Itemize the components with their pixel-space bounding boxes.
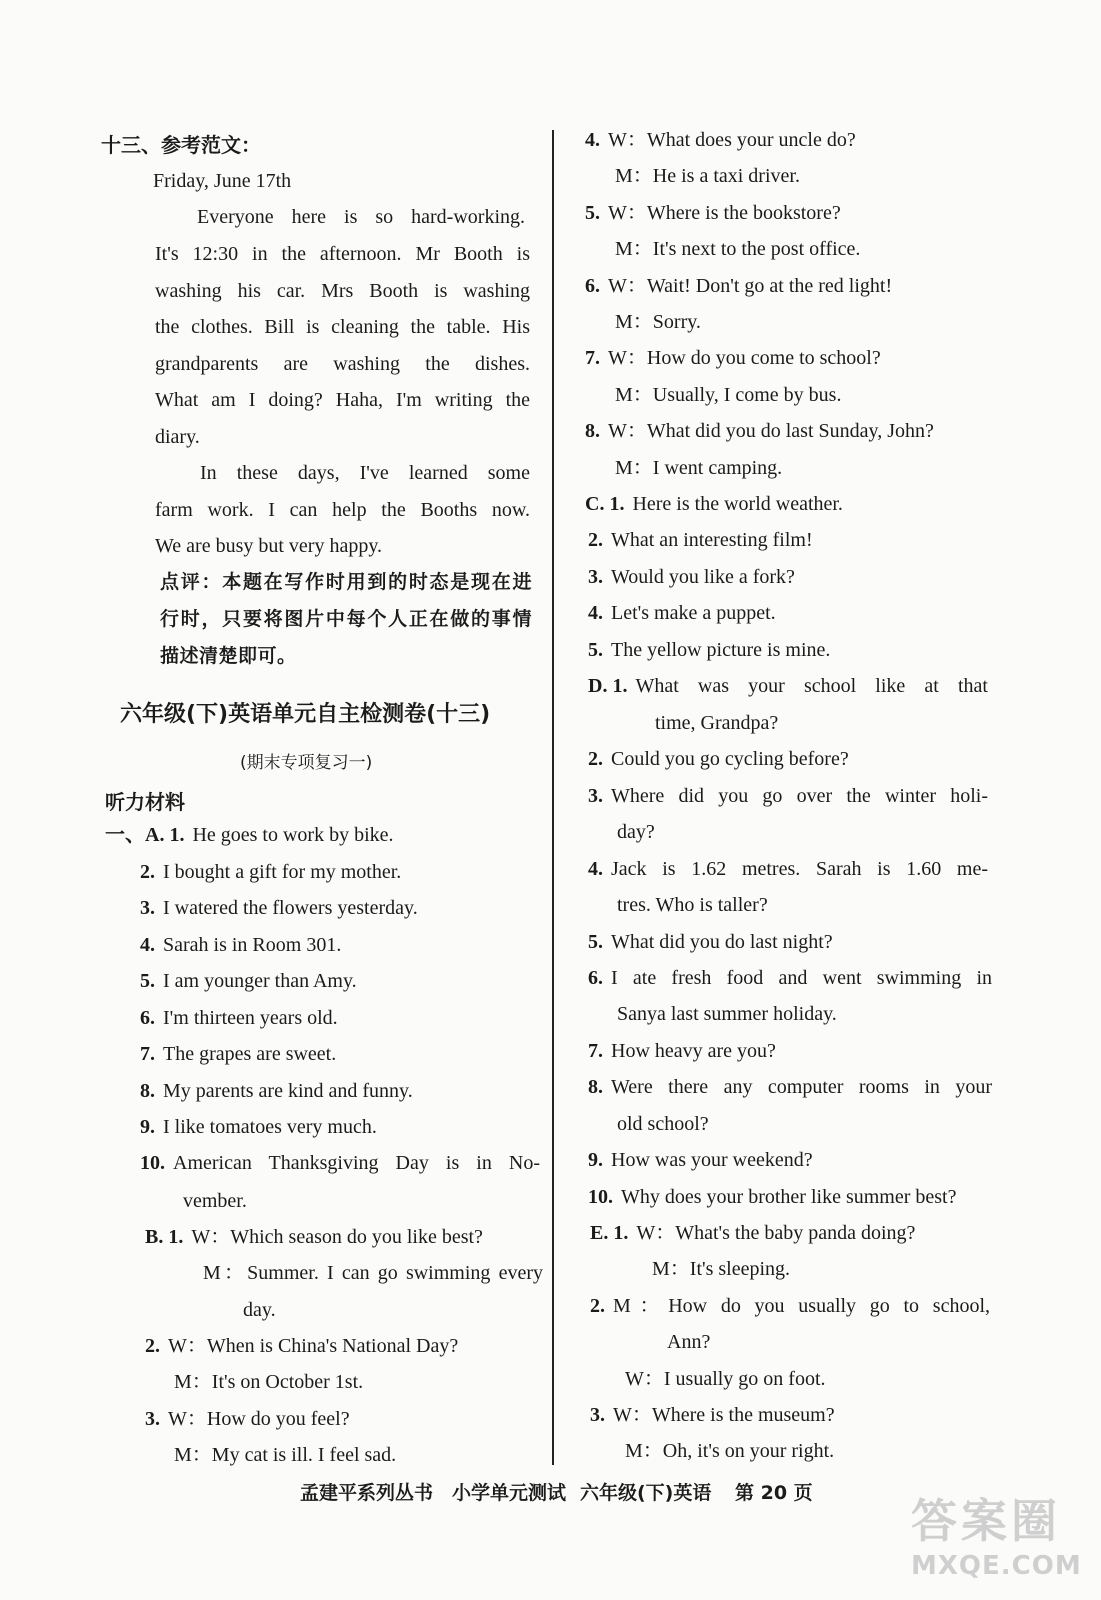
- item-text: I like tomatoes very much.: [163, 1116, 377, 1138]
- item-number: 2.: [588, 529, 603, 551]
- item-text: How was your weekend?: [611, 1149, 813, 1171]
- item-number: B. 1.: [145, 1226, 184, 1248]
- item-text: I ate fresh food and went swimming in: [611, 967, 992, 989]
- item-number: 3.: [588, 785, 603, 807]
- item-text: W：Wait! Don't go at the red light!: [608, 275, 893, 297]
- item-text: I'm thirteen years old.: [163, 1007, 338, 1029]
- text-line: [590, 1220, 915, 1246]
- item-number: 5.: [588, 931, 603, 953]
- item-number: 7.: [585, 347, 600, 369]
- watermark-logo: [905, 1485, 1095, 1595]
- item-number: 5.: [588, 639, 603, 661]
- text-line: [590, 1402, 835, 1428]
- text-line: [140, 859, 401, 885]
- text-line: [590, 1293, 990, 1319]
- text-line: M：I went camping.: [615, 457, 783, 479]
- item-text: Would you like a fork?: [611, 566, 795, 588]
- text-line: 描述清楚即可。: [160, 645, 297, 667]
- item-number: 8.: [140, 1080, 155, 1102]
- text-line: M：It's sleeping.: [652, 1258, 791, 1280]
- text-line: [140, 1041, 336, 1067]
- item-text: My parents are kind and funny.: [163, 1080, 413, 1102]
- text-line: M：Summer. I can go swimming every: [203, 1262, 543, 1284]
- item-number: 6.: [585, 275, 600, 297]
- item-number: D. 1.: [588, 675, 628, 697]
- text-line: [588, 783, 988, 809]
- text-line: [588, 856, 988, 882]
- item-text: W：How do you come to school?: [608, 347, 881, 369]
- item-text: Here is the world weather.: [632, 493, 843, 515]
- text-line: [145, 1224, 483, 1250]
- item-text: I am younger than Amy.: [163, 970, 357, 992]
- item-text: What did you do last night?: [611, 931, 833, 953]
- text-line: W：I usually go on foot.: [625, 1368, 826, 1390]
- item-number: 2.: [588, 748, 603, 770]
- item-number: 3.: [145, 1408, 160, 1430]
- item-number: 10.: [140, 1152, 165, 1174]
- text-line: M：Sorry.: [615, 311, 701, 333]
- item-number: 8.: [585, 420, 600, 442]
- text-line: M：He is a taxi driver.: [615, 165, 800, 187]
- text-line: [105, 822, 394, 848]
- column-divider: [552, 130, 554, 1465]
- watermark-text: 答案圈: [911, 1494, 1061, 1548]
- text-line: [140, 1005, 338, 1031]
- item-text: M：How do you usually go to school,: [613, 1295, 990, 1317]
- item-number: 8.: [588, 1076, 603, 1098]
- item-number: 3.: [140, 897, 155, 919]
- item-number: 4.: [588, 602, 603, 624]
- text-line: [588, 965, 992, 991]
- item-number: E. 1.: [590, 1222, 629, 1244]
- text-line: [140, 895, 418, 921]
- text-line: [588, 1038, 776, 1064]
- text-line: [585, 273, 892, 299]
- text-line: day?: [617, 821, 655, 843]
- item-number: 一、A. 1.: [105, 824, 185, 846]
- item-number: C. 1.: [585, 493, 625, 515]
- item-number: 2.: [145, 1335, 160, 1357]
- text-line: old school?: [617, 1113, 709, 1135]
- text-line: diary.: [155, 426, 200, 448]
- item-text: I bought a gift for my mother.: [163, 861, 402, 883]
- item-text: W：Where is the bookstore?: [608, 202, 841, 224]
- item-number: 9.: [588, 1149, 603, 1171]
- item-text: W：How do you feel?: [168, 1408, 350, 1430]
- item-number: 10.: [588, 1186, 613, 1208]
- item-number: 4.: [588, 858, 603, 880]
- text-line: 点评：本题在写作时用到的时态是现在进: [160, 571, 532, 593]
- text-line: M：It's on October 1st.: [174, 1371, 364, 1393]
- text-line: (期末专项复习一): [240, 753, 373, 773]
- text-line: Ann?: [667, 1331, 711, 1353]
- text-line: [585, 491, 843, 517]
- text-line: Everyone here is so hard-working.: [197, 206, 525, 228]
- item-text: How heavy are you?: [611, 1040, 776, 1062]
- item-number: 3.: [588, 566, 603, 588]
- item-number: 9.: [140, 1116, 155, 1138]
- text-line: Friday, June 17th: [153, 170, 292, 192]
- item-text: Jack is 1.62 metres. Sarah is 1.60 me-: [611, 858, 988, 880]
- item-text: W：Where is the museum?: [613, 1404, 835, 1426]
- text-line: [140, 1150, 540, 1176]
- item-number: 3.: [590, 1404, 605, 1426]
- text-line: M：My cat is ill. I feel sad.: [174, 1444, 397, 1466]
- item-text: American Thanksgiving Day is in No-: [173, 1152, 540, 1174]
- item-number: 7.: [140, 1043, 155, 1065]
- item-text: Sarah is in Room 301.: [163, 934, 342, 956]
- item-text: Were there any computer rooms in your: [611, 1076, 992, 1098]
- text-line: [588, 527, 813, 553]
- item-number: 5.: [585, 202, 600, 224]
- text-line: 六年级(下)英语单元自主检测卷(十三): [120, 702, 491, 727]
- text-line: [145, 1333, 458, 1359]
- text-line: [585, 418, 934, 444]
- text-line: Sanya last summer holiday.: [617, 1003, 837, 1025]
- text-line: 行时，只要将图片中每个人正在做的事情: [160, 608, 532, 630]
- text-line: washing his car. Mrs Booth is washing: [155, 280, 530, 302]
- text-line: In these days, I've learned some: [200, 462, 530, 484]
- text-line: [140, 932, 341, 958]
- text-line: [588, 746, 849, 772]
- text-line: the clothes. Bill is cleaning the table. His: [155, 316, 530, 338]
- item-text: I watered the flowers yesterday.: [163, 897, 418, 919]
- item-number: 7.: [588, 1040, 603, 1062]
- item-text: W：What's the baby panda doing?: [636, 1222, 916, 1244]
- text-line: [588, 1147, 813, 1173]
- item-text: What an interesting film!: [611, 529, 813, 551]
- text-line: 听力材料: [105, 790, 185, 814]
- item-text: W：When is China's National Day?: [168, 1335, 459, 1357]
- item-number: 6.: [140, 1007, 155, 1029]
- item-text: The grapes are sweet.: [163, 1043, 337, 1065]
- text-line: [585, 200, 841, 226]
- item-text: Could you go cycling before?: [611, 748, 849, 770]
- text-line: [588, 1184, 956, 1210]
- text-line: M：Oh, it's on your right.: [625, 1440, 835, 1462]
- text-line: [140, 1078, 413, 1104]
- text-line: [588, 600, 776, 626]
- item-text: W：Which season do you like best?: [191, 1226, 483, 1248]
- footer-page-number: 第 20 页: [735, 1482, 813, 1504]
- text-line: time, Grandpa?: [655, 712, 779, 734]
- text-line: [588, 564, 795, 590]
- item-text: What was your school like at that: [635, 675, 988, 697]
- text-line: What am I doing? Haha, I'm writing the: [155, 389, 530, 411]
- item-number: 4.: [585, 129, 600, 151]
- item-text: Let's make a puppet.: [611, 602, 776, 624]
- item-text: The yellow picture is mine.: [611, 639, 831, 661]
- text-line: [585, 345, 881, 371]
- text-line: [145, 1406, 350, 1432]
- footer-series: 孟建平系列丛书: [300, 1482, 434, 1504]
- footer-grade: 六年级(下)英语: [580, 1482, 712, 1504]
- text-line: [585, 127, 856, 153]
- text-line: M：Usually, I come by bus.: [615, 384, 842, 406]
- footer-book: 小学单元测试: [452, 1482, 567, 1504]
- text-line: It's 12:30 in the afternoon. Mr Booth is: [155, 243, 530, 265]
- item-text: Why does your brother like summer best?: [621, 1186, 957, 1208]
- text-line: [140, 1114, 377, 1140]
- text-line: tres. Who is taller?: [617, 894, 768, 916]
- item-number: 2.: [140, 861, 155, 883]
- text-line: [588, 673, 988, 699]
- text-line: [140, 968, 357, 994]
- text-line: day.: [243, 1299, 276, 1321]
- item-text: He goes to work by bike.: [192, 824, 394, 846]
- item-text: Where did you go over the winter holi-: [611, 785, 988, 807]
- text-line: grandparents are washing the dishes.: [155, 353, 530, 375]
- item-number: 2.: [590, 1295, 605, 1317]
- text-line: M：It's next to the post office.: [615, 238, 861, 260]
- text-line: farm work. I can help the Booths now.: [155, 499, 530, 521]
- item-text: W：What did you do last Sunday, John?: [608, 420, 934, 442]
- item-number: 6.: [588, 967, 603, 989]
- item-number: 4.: [140, 934, 155, 956]
- text-line: [588, 929, 833, 955]
- item-number: 5.: [140, 970, 155, 992]
- text-line: [588, 637, 830, 663]
- text-line: [588, 1074, 992, 1100]
- item-text: W：What does your uncle do?: [608, 129, 856, 151]
- text-line: vember.: [183, 1190, 247, 1212]
- text-line: We are busy but very happy.: [155, 535, 383, 557]
- watermark-url: MXQE.COM: [911, 1551, 1082, 1581]
- text-line: 十三、参考范文：: [101, 133, 261, 157]
